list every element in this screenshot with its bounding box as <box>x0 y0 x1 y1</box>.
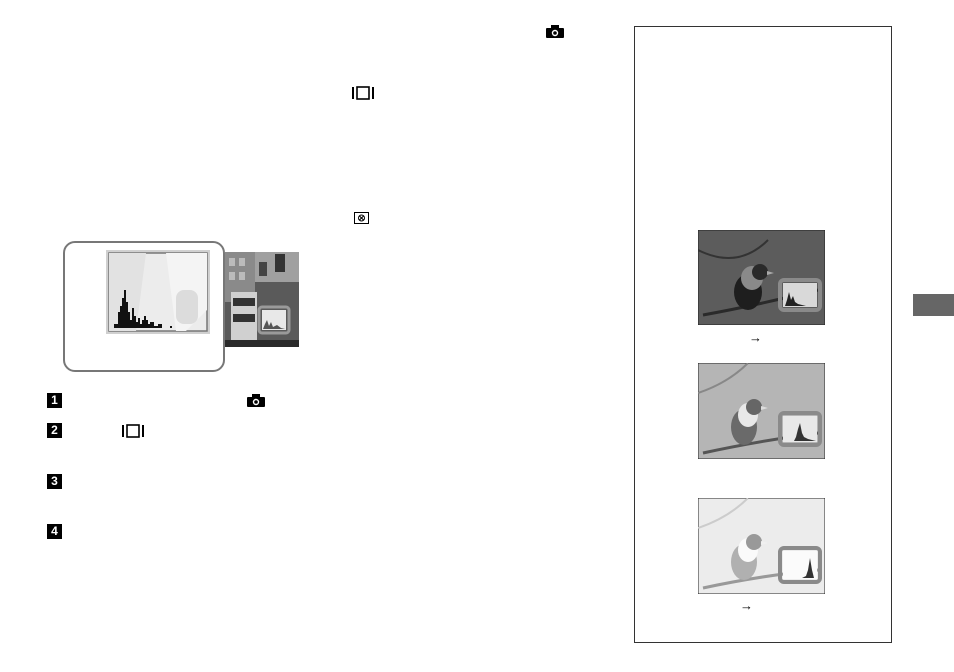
camera-icon <box>247 394 265 407</box>
step-1-marker: 1 <box>47 393 62 408</box>
bird-photo-bright <box>698 498 825 594</box>
bird-photo-normal <box>698 363 825 459</box>
bird-photo-dark <box>698 230 825 325</box>
display-button-icon <box>122 424 144 438</box>
macro-icon <box>354 212 369 224</box>
chapter-index-tab <box>913 294 954 316</box>
step-2-marker: 2 <box>47 423 62 438</box>
histogram-zoom-illustration <box>106 250 210 334</box>
display-button-icon <box>352 86 374 100</box>
step-4-marker: 4 <box>47 524 62 539</box>
street-photo-with-histogram <box>225 252 299 347</box>
transition-arrow: → <box>749 330 762 345</box>
transition-arrow: → <box>740 598 753 613</box>
step-3-marker: 3 <box>47 474 62 489</box>
camera-icon <box>546 25 564 38</box>
